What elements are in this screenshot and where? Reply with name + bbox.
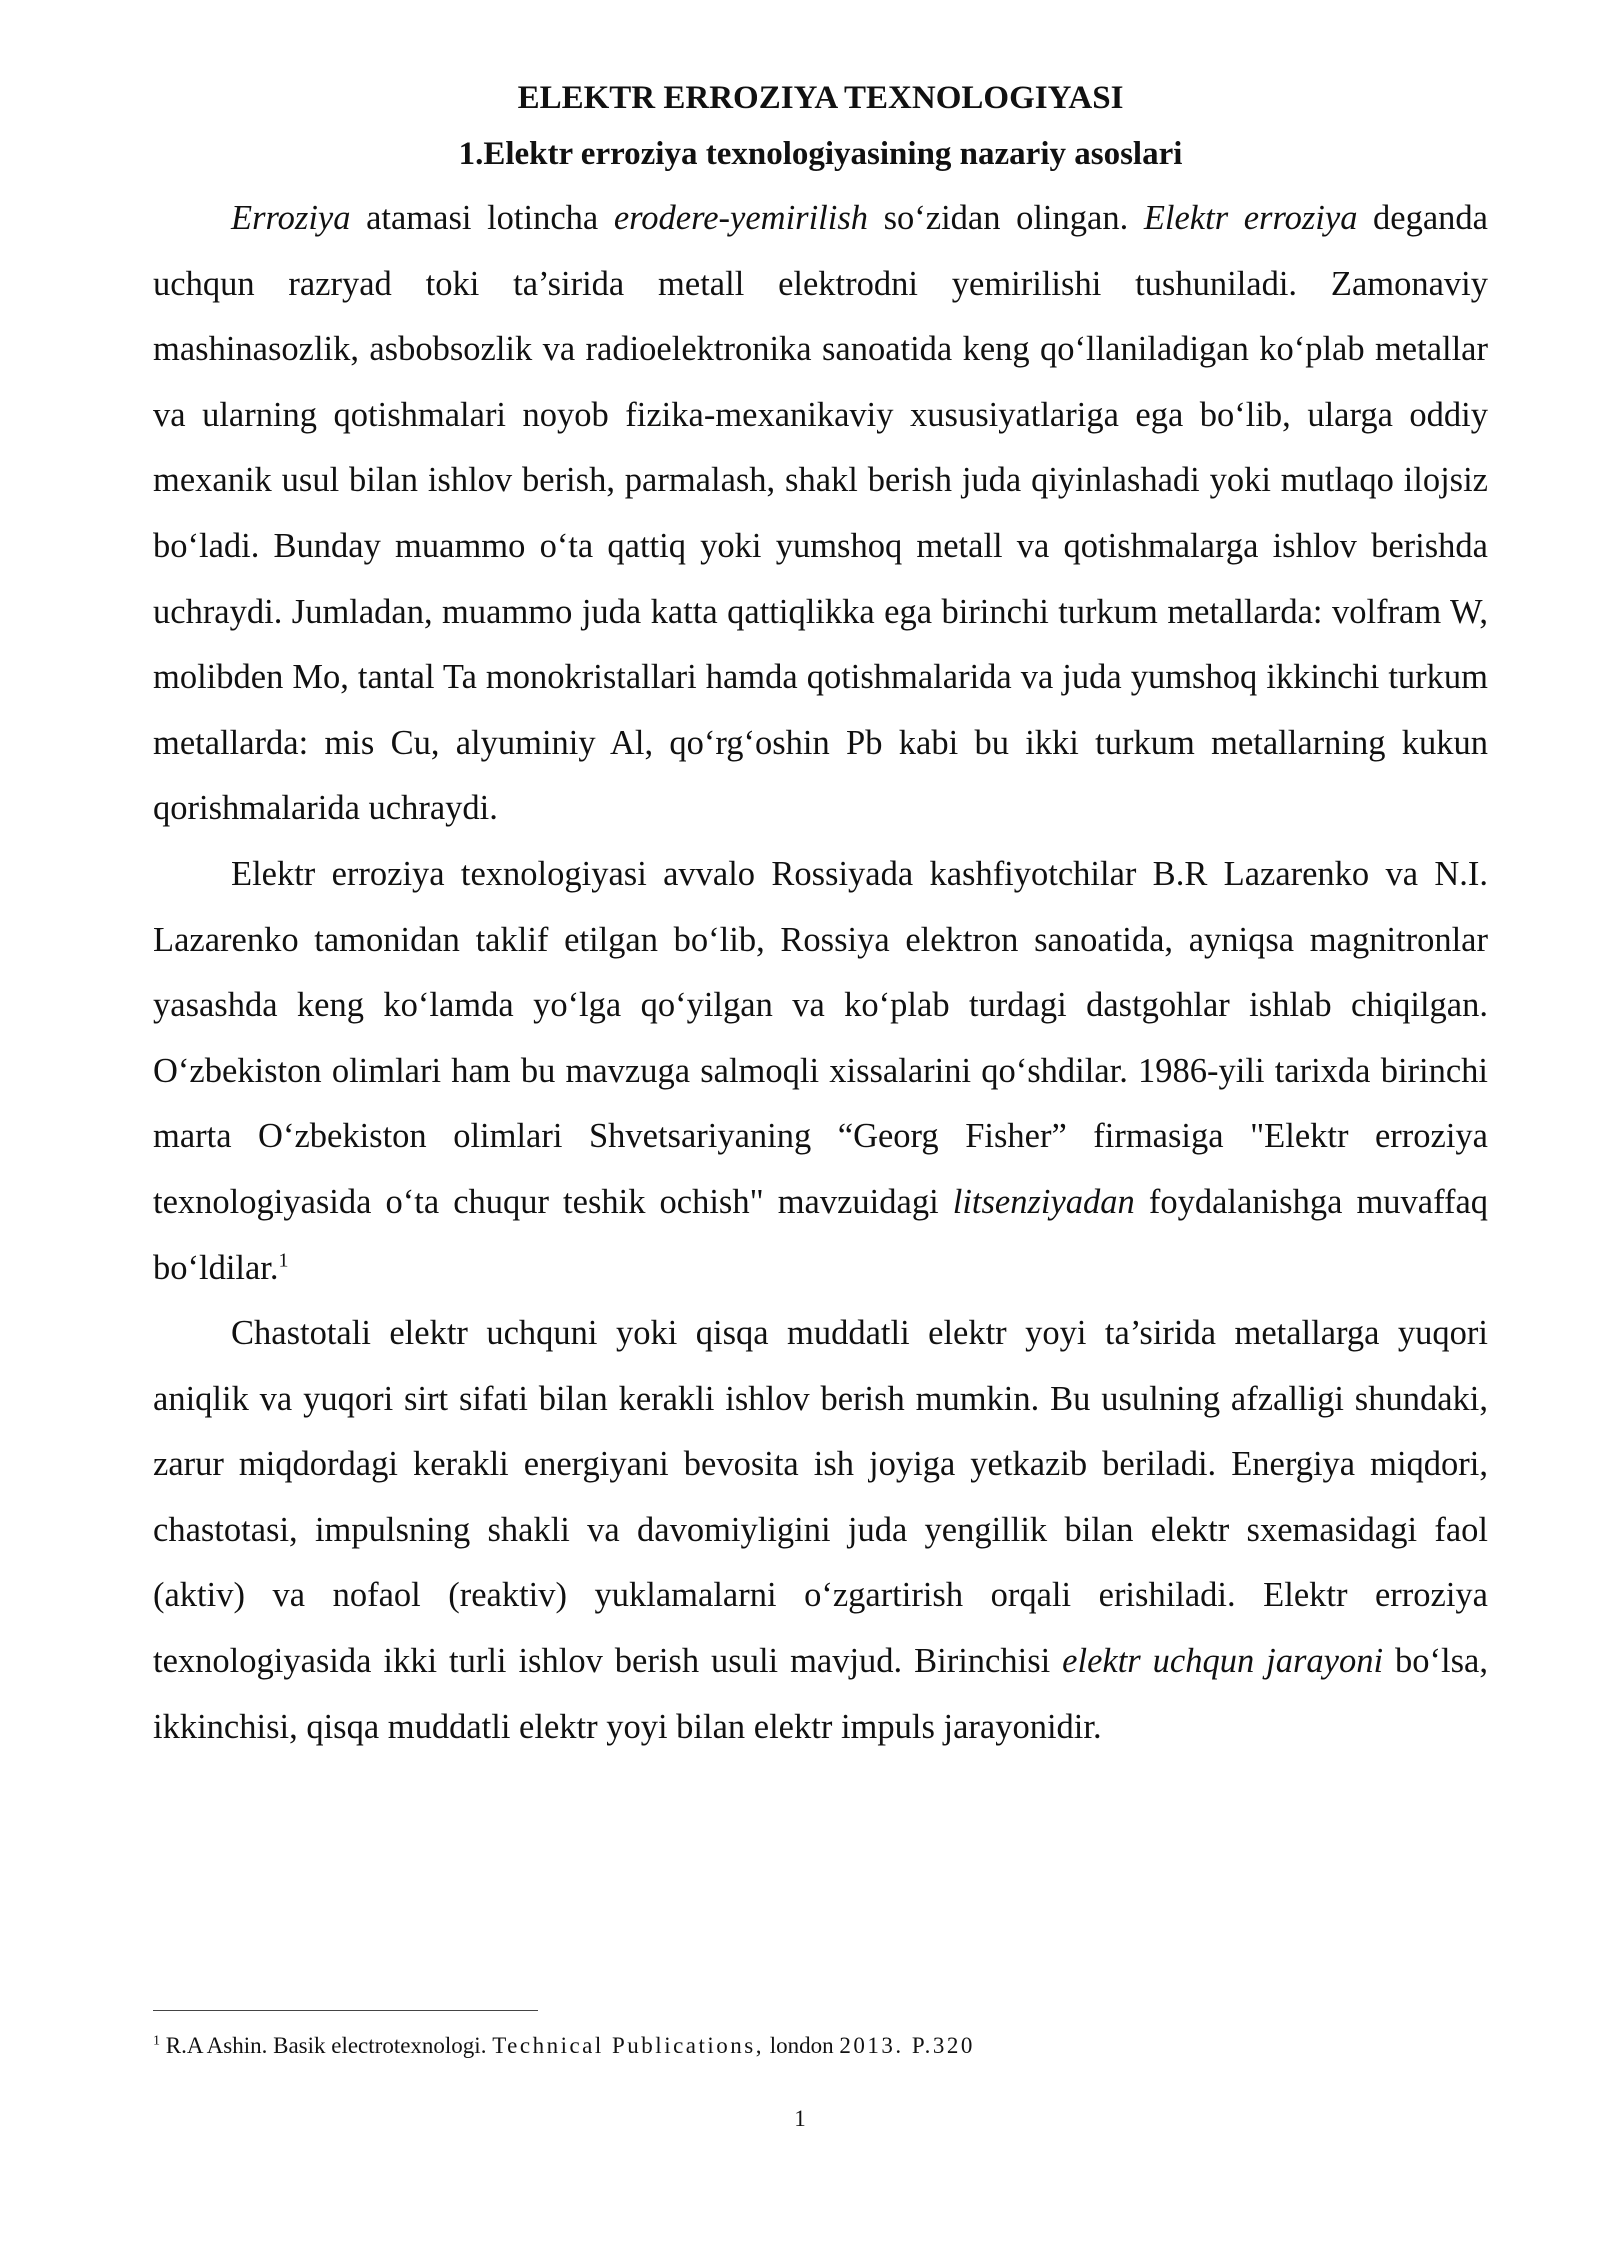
footnote-publisher: Technical Publications,	[492, 2033, 764, 2058]
paragraph-2-text-b: foydalanishga muvaffaq bo‘ldilar.	[153, 1182, 1489, 1287]
term-erroziya: Erroziya	[231, 199, 351, 237]
term-erodere: erodere-yemirilish	[613, 199, 869, 237]
paragraph-1-text-b: so‘zidan olingan.	[868, 199, 1144, 237]
document-page	[153, 70, 1488, 1760]
page-number: 1	[794, 2106, 806, 2131]
footnote-text-c: london	[763, 2033, 840, 2058]
paragraph-3-text-a: Chastotali elektr uchquni yoki qisqa muddatli elektr yoyi ta’sirida metallarga yuqori aniqlik va yuqori sirt sifati bilan kerakli ishlov berish mumkin. Bu usulning afzalligi shundaki, zarur miqdordagi kerakli energiyani bevosita ish joyiga yetkazib beriladi. Energiya miqdori, chastotasi, impulsning shakli va davomiyligini juda yengillik bilan elektr sxemasidagi faol (aktiv) va nofaol (reaktiv) yuklamalarni o‘zgartirish orqali erishiladi. Elektr erroziya texnologiyasida ikki turli ishlov berish usuli mavjud. Birinchisi	[153, 1314, 1488, 1681]
paragraph-2-text-a: Elektr erroziya texnologiyasi avvalo Rossiyada kashfiyotchilar B.R Lazarenko va N.I. Lazarenko tamonidan taklif etilgan bo‘lib, Rossiya elektron sanoatida, ayniqsa magnitronlar yasashda keng ko‘lamda yo‘lga qo‘yilgan va ko‘plab turdagi dastgohlar ishlab chiqilgan. O‘zbekiston olimlari ham bu mavzuga salmoqli xissalarini qo‘shdilar. 1986-yili tarixda birinchi marta O‘zbekiston olimlari Shvetsariyaning “Georg Fisher” firmasiga "Elektr erroziya texnologiyasida o‘ta chuqur teshik ochish" mavzuidagi	[153, 854, 1488, 1221]
paragraph-1	[153, 186, 1488, 842]
paragraph-1-text-a: atamasi lotincha	[350, 199, 614, 237]
section-heading: 1.Elektr erroziya texnologiyasining nazariy asoslari	[458, 136, 1183, 172]
footnote-marker: 1	[153, 2033, 160, 2049]
paragraph-2	[153, 842, 1488, 1301]
footnote-reference[interactable]: 1	[278, 1249, 289, 1271]
paragraph-3	[153, 1301, 1488, 1760]
paragraph-1-text-c: deganda uchqun razryad toki ta’sirida metall elektrodni yemirilishi tushuniladi. Zamonaviy mashinasozlik, asbobsozlik va radioelektronika sanoatida keng qo‘llaniladigan ko‘plab metallar va ularning qotishmalari noyob fizika-mexanikaviy xususiyatlariga ega bo‘lib, ularga oddiy mexanik usul bilan ishlov berish, parmalash, shakl berish juda qiyinlashadi yoki mutlaqo ilojsiz bo‘ladi. Bunday muammo o‘ta qattiq yoki yumshoq metall va qotishmalarga ishlov berishda uchraydi. Jumladan, muammo juda katta qattiqlikka ega birinchi turkum metallarda: volfram W, molibden Mo, tantal Ta monokristallari hamda qotishmalarida va juda yumshoq ikkinchi turkum metallarda: mis Cu, alyuminiy Al, qo‘rg‘oshin Pb kabi bu ikki turkum metallarning kukun qorishmalarida uchraydi.	[153, 199, 1488, 828]
paragraph-3-text-b: bo‘lsa, ikkinchisi, qisqa muddatli elektr yoyi bilan elektr impuls jarayonidir.	[153, 1642, 1488, 1746]
term-elektr-erroziya: Elektr erroziya	[1143, 199, 1358, 237]
footnote	[153, 2030, 1488, 2062]
document-title: ELEKTR ERROZIYA TEXNOLOGIYASI	[517, 80, 1124, 116]
footnote-year-page: 2013. P.320	[839, 2033, 975, 2058]
footnote-text-a: R.A Ashin. Basik electrotexnologi.	[160, 2033, 493, 2058]
footnote-divider	[153, 2010, 538, 2011]
term-litsenziyadan: litsenziyadan	[952, 1182, 1135, 1221]
term-elektr-uchqun-jarayoni: elektr uchqun jarayoni	[1062, 1642, 1384, 1681]
